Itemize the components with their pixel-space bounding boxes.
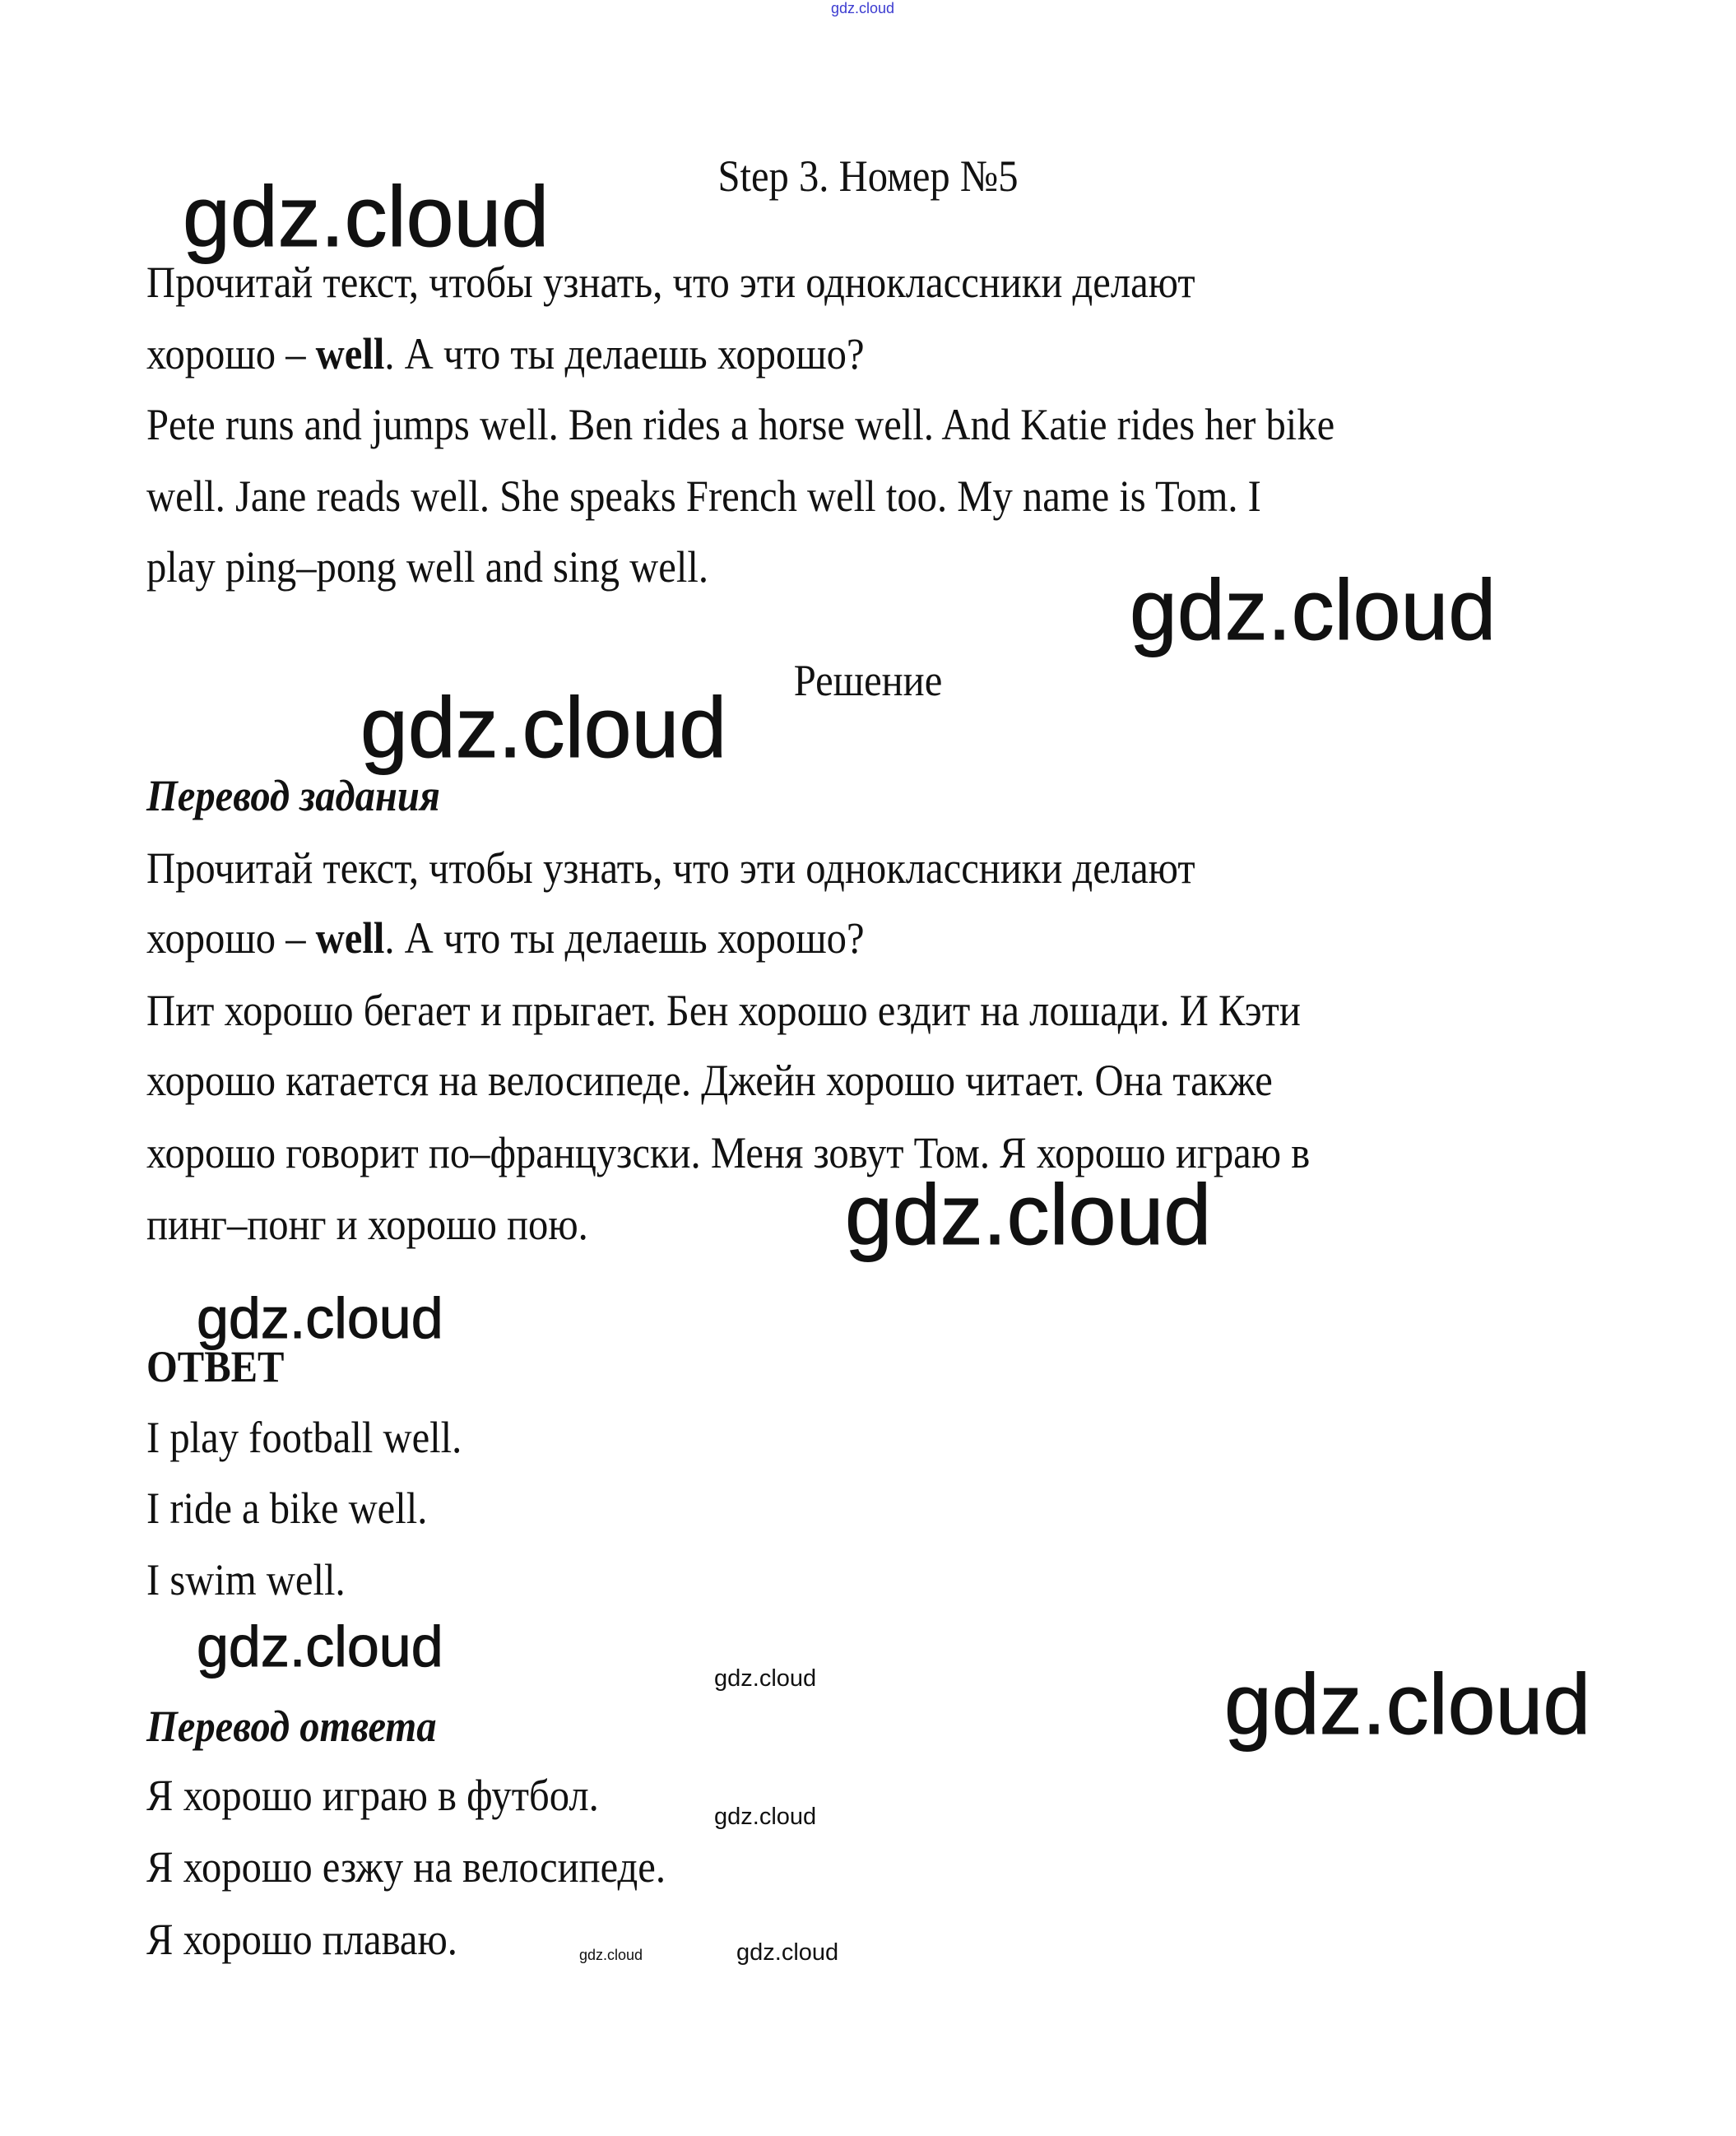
answer-line: Я хорошо играю в футбол.: [146, 1771, 599, 1820]
text-line: [146, 329, 865, 378]
section-heading: Перевод ответа: [146, 1702, 437, 1751]
text: Пит хорошо бегает и прыгает. Бен хорошо ездит на лошади. И Кэти: [146, 986, 1301, 1035]
watermark: gdz.cloud: [714, 1804, 817, 1830]
text-line: [146, 1056, 1273, 1105]
text-line: [146, 1200, 588, 1249]
answer-line: I play football well.: [146, 1413, 462, 1462]
watermark: gdz.cloud: [845, 1168, 1212, 1263]
text-line: [146, 258, 1195, 307]
text-line: [146, 400, 1334, 449]
watermark: gdz.cloud: [183, 169, 550, 265]
watermark: gdz.cloud: [197, 1614, 443, 1679]
text: . А что ты делаешь хорошо?: [384, 913, 865, 963]
solution-label: Решение: [793, 656, 943, 705]
answer-line: Я хорошо езжу на велосипеде.: [146, 1842, 666, 1892]
text: хорошо говорит по–французски. Меня зовут Том. Я хорошо играю в: [146, 1128, 1311, 1177]
text: пинг–понг и хорошо пою.: [146, 1200, 588, 1249]
watermark: gdz.cloud: [197, 1286, 443, 1350]
answer-line: Я хорошо плаваю.: [146, 1915, 457, 1964]
text: Прочитай текст, чтобы узнать, что эти одноклассники делают: [146, 843, 1195, 893]
text: . А что ты делаешь хорошо?: [384, 329, 865, 378]
section-heading: ОТВЕТ: [146, 1342, 285, 1391]
watermark: gdz.cloud: [360, 680, 727, 776]
bold-word: well: [315, 329, 385, 378]
text: хорошо –: [146, 329, 316, 378]
text-line: [146, 1128, 1310, 1177]
answer-line: I ride a bike well.: [146, 1484, 428, 1533]
watermark: gdz.cloud: [579, 1947, 643, 1963]
section-heading: Перевод задания: [146, 771, 440, 820]
text: play ping–pong well and sing well.: [146, 542, 709, 592]
watermark: gdz.cloud: [831, 0, 895, 16]
watermark: gdz.cloud: [714, 1665, 817, 1692]
text-line: [146, 843, 1195, 893]
bold-word: well: [315, 913, 385, 963]
text: хорошо катается на велосипеде. Джейн хорошо читает. Она также: [146, 1056, 1273, 1105]
text-line: [146, 542, 708, 592]
text: Прочитай текст, чтобы узнать, что эти одноклассники делают: [146, 258, 1195, 307]
watermark: gdz.cloud: [1224, 1657, 1591, 1753]
text: хорошо –: [146, 913, 316, 963]
text-line: [146, 913, 865, 963]
page-title: Step 3. Номер №5: [717, 151, 1019, 201]
text-line: [146, 471, 1261, 521]
watermark: gdz.cloud: [1130, 563, 1497, 658]
answer-line: I swim well.: [146, 1555, 346, 1604]
text: well. Jane reads well. She speaks French well too. My name is Tom. I: [146, 471, 1261, 521]
text: Pete runs and jumps well. Ben rides a horse well. And Katie rides her bike: [146, 400, 1335, 449]
text-line: [146, 986, 1301, 1035]
watermark: gdz.cloud: [736, 1939, 839, 1966]
